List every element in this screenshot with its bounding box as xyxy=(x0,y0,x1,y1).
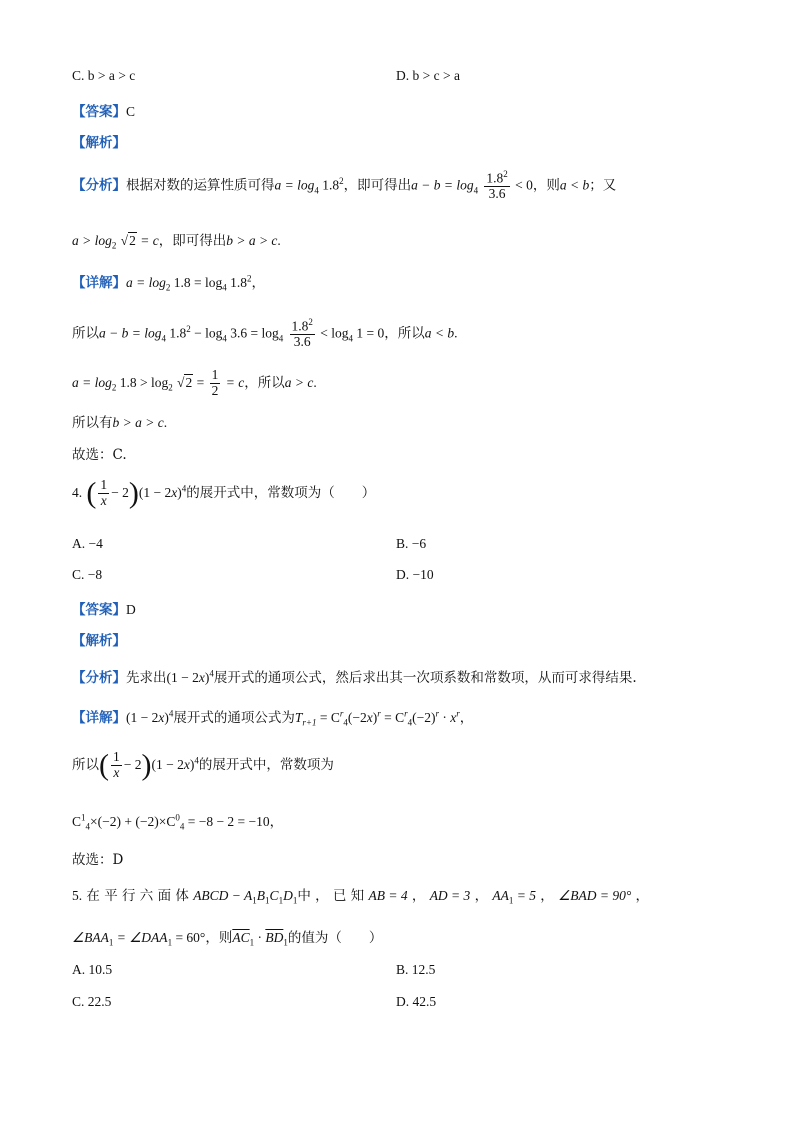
q4-explain-tag: 【解析】 xyxy=(72,633,126,649)
q5-stem-line2: $\angle BAA_1$ = $\angle DAA_1 = 60^\circ$，则$\overline{AC}_1 \cdot \overline{BD}_1$的值为（ ） xyxy=(72,930,383,948)
q3-analysis: 【分析】根据对数的运算性质可得$a = \log_4 1.8^2$，即可得出$a - b = \log_4$ $\frac{1.8^2}{3.6}$ < 0，则a < b；又 xyxy=(72,169,617,202)
q4-option-c: C. −8 xyxy=(72,567,103,582)
q4-calc: $C^1_4\times(-2) + (-2)\times C^0_4 = -8 - 2 = -10$， xyxy=(72,812,284,832)
fraction: $\frac{1}{x}$ xyxy=(113,749,120,780)
q4-choose: 故选：D xyxy=(72,852,124,868)
fraction: $\frac{1.8^2}{3.6}$ xyxy=(291,317,313,350)
q5-option-a: A. 10.5 xyxy=(72,962,113,977)
q5-option-c: C. 22.5 xyxy=(72,994,112,1009)
q4-answer: 【答案】D xyxy=(72,602,136,618)
q4-detail: 【详解】$(1 - 2x)^4$展开式的通项公式为$T_{r+1} = C^r_4(-2x)^r = C^r_4(-2)^r \cdot x^r$， xyxy=(72,708,474,728)
q5-stem-line1: 5. 在 平 行 六 面 体 ABCD − $A_1B_1C_1D_1$中 ， 已 知 AB = 4 ， AD = 3 ， $AA_1 = 5$ ， ∠BAD = 90° ， xyxy=(72,888,650,906)
fraction: $\frac{1}{2}$ xyxy=(211,367,219,398)
q3-option-c: C. b > a > c xyxy=(72,68,136,83)
q3-analysis-line2: $a > \log_2 √2 = c$，即可得出b > a > c. xyxy=(72,233,281,251)
q3-so3: 所以有b > a > c. xyxy=(72,415,168,431)
q3-detail: 【详解】$a = \log_2 1.8 = \log_4 1.8^2$， xyxy=(72,273,265,293)
q3-answer: 【答案】C xyxy=(72,104,136,120)
q4-option-b: B. −6 xyxy=(396,536,427,551)
q4-analysis: 【分析】先求出$(1 - 2x)^4$展开式的通项公式，然后求出其一次项系数和常数项，从而可求得结果. xyxy=(72,668,637,686)
fraction: $\frac{1.8^2}{3.6}$ xyxy=(486,169,508,202)
q4-option-a: A. −4 xyxy=(72,536,103,551)
fraction: $\frac{1}{x}$ xyxy=(100,477,108,508)
q3-option-d: D. b > c > a xyxy=(396,68,460,83)
q4-so: 所以( $\frac{1}{x}$ − $2)(1 - 2x)^4$的展开式中，常数项为 xyxy=(72,748,334,782)
q5-option-d: D. 42.5 xyxy=(396,994,437,1009)
q3-explain-tag: 【解析】 xyxy=(72,135,126,151)
q4-option-d: D. −10 xyxy=(396,567,434,582)
q3-so1: 所以$a - b = \log_4 1.8^2 - \log_4 3.6 = \log_4$ $\frac{1.8^2}{3.6}$ < $\log_4 1 = 0$，所以a < b. xyxy=(72,317,458,350)
q3-so2: $a = \log_2 1.8 > \log_2 √2$ = $\frac{1}{2}$ = c，所以a > c. xyxy=(72,367,317,398)
q3-choose: 故选：C. xyxy=(72,447,127,463)
q5-option-b: B. 12.5 xyxy=(396,962,436,977)
q4-stem: 4. ( $\frac{1}{x}$ − $2)(1 - 2x)^4$的展开式中，常数项为（ ） xyxy=(72,476,376,510)
